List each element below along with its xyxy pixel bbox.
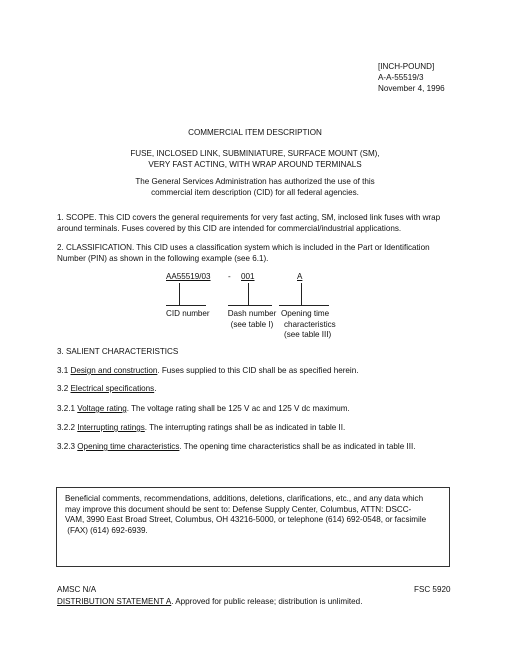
section-3-2-1 <box>57 404 350 415</box>
opening-leader-line <box>301 283 302 305</box>
label-dash-line-1: Dash number <box>227 309 277 318</box>
subtitle-line-1: FUSE, INCLOSED LINK, SUBMINIATURE, SURFACE MOUNT (SM), <box>130 149 380 158</box>
document-identifier <box>378 61 445 94</box>
document-number: A-A-55519/3 <box>378 73 424 83</box>
classification-line-2: Number (PIN) as shown in the following example (see 6.1). <box>57 253 269 263</box>
section-3-2-3-text: . The opening time characteristics shall be as indicated in table III. <box>179 442 416 451</box>
document-subtitle <box>0 149 510 170</box>
section-3-2-2-number: 3.2.2 <box>57 423 78 432</box>
amsc-label: AMSC N/A <box>57 585 97 594</box>
comments-line-4: (FAX) (614) 692-6939. <box>65 525 148 535</box>
pin-opening-code: A <box>297 272 303 281</box>
section-3-2-3 <box>57 442 415 453</box>
distribution-text: . Approved for public release; distribution is unlimited. <box>171 597 363 606</box>
comments-line-3: VAM, 3990 East Broad Street, Columbus, OH 43216-5000, or telephone (614) 692-0548, or facsimile <box>65 515 427 525</box>
scope-paragraph <box>57 213 440 234</box>
authorization-statement <box>0 177 510 198</box>
label-dash-number <box>224 309 280 330</box>
section-3-2-3-number: 3.2.3 <box>57 442 78 451</box>
section-3-2-2 <box>57 423 345 434</box>
label-opening-time <box>281 309 336 341</box>
label-dash-line-2: (see table I) <box>230 319 274 329</box>
distribution-title: DISTRIBUTION STATEMENT A <box>57 597 172 606</box>
title-main: COMMERCIAL ITEM DESCRIPTION <box>188 128 322 137</box>
pin-separator: - <box>228 272 231 281</box>
section-3-2 <box>57 384 156 395</box>
opening-underline <box>279 305 329 306</box>
section-3-2-text: . <box>154 384 157 393</box>
label-opening-line-2: characteristics <box>284 319 336 329</box>
dash-underline <box>228 305 272 306</box>
section-3-2-1-number: 3.2.1 <box>57 404 78 413</box>
pin-cid-number: AA55519/03 <box>166 272 211 281</box>
distribution-statement <box>57 597 362 608</box>
salient-heading: 3. SALIENT CHARACTERISTICS <box>57 347 179 356</box>
section-3-1-title: Design and construction <box>70 366 158 375</box>
cid-leader-line <box>179 283 180 305</box>
comments-line-2: may improve this document should be sent to: Defense Supply Center, Columbus, ATTN: DSCC- <box>65 504 412 514</box>
comments-line-1: Beneficial comments, recommendations, additions, deletions, clarifications, etc., and any data which <box>65 494 424 503</box>
comments-box <box>56 487 450 567</box>
section-3-1 <box>57 366 358 377</box>
dash-leader-line <box>248 283 249 305</box>
document-title <box>0 128 510 139</box>
label-opening-line-1: Opening time <box>281 309 330 318</box>
fsc-label: FSC 5920 <box>414 585 451 594</box>
pin-dash-number: 001 <box>241 272 255 281</box>
section-3-2-2-title: Interrupting ratings <box>77 423 145 432</box>
section-3-1-number: 3.1 <box>57 366 71 375</box>
classification-paragraph <box>57 243 430 264</box>
cid-underline <box>166 305 206 306</box>
subtitle-line-2: VERY FAST ACTING, WITH WRAP AROUND TERMINALS <box>148 159 362 169</box>
label-cid-number: CID number <box>166 309 210 318</box>
label-opening-line-3: (see table III) <box>284 330 332 340</box>
section-3-2-1-title: Voltage rating <box>77 404 127 413</box>
document-date: November 4, 1996 <box>378 84 445 94</box>
section-3-2-3-title: Opening time characteristics <box>77 442 180 451</box>
classification-line-1: 2. CLASSIFICATION. This CID uses a classification system which is included in the Part or Identification <box>57 243 430 252</box>
section-3-2-number: 3.2 <box>57 384 71 393</box>
section-3-2-2-text: . The interrupting ratings shall be as indicated in table II. <box>144 423 346 432</box>
section-3-2-1-text: . The voltage rating shall be 125 V ac and 125 V dc maximum. <box>126 404 350 413</box>
section-3-1-text: . Fuses supplied to this CID shall be as specified herein. <box>157 366 359 375</box>
authorization-line-2: commercial item description (CID) for all federal agencies. <box>151 187 359 197</box>
scope-line-1: 1. SCOPE. This CID covers the general requirements for very fast acting, SM, inclosed link fuses with wrap <box>57 213 441 222</box>
authorization-line-1: The General Services Administration has authorized the use of this <box>135 177 375 186</box>
inch-pound-label: [INCH-POUND] <box>378 62 435 71</box>
scope-line-2: around terminals. Fuses covered by this CID are intended for commercial/industrial applications. <box>57 223 402 233</box>
section-3-2-title: Electrical specifications <box>70 384 155 393</box>
